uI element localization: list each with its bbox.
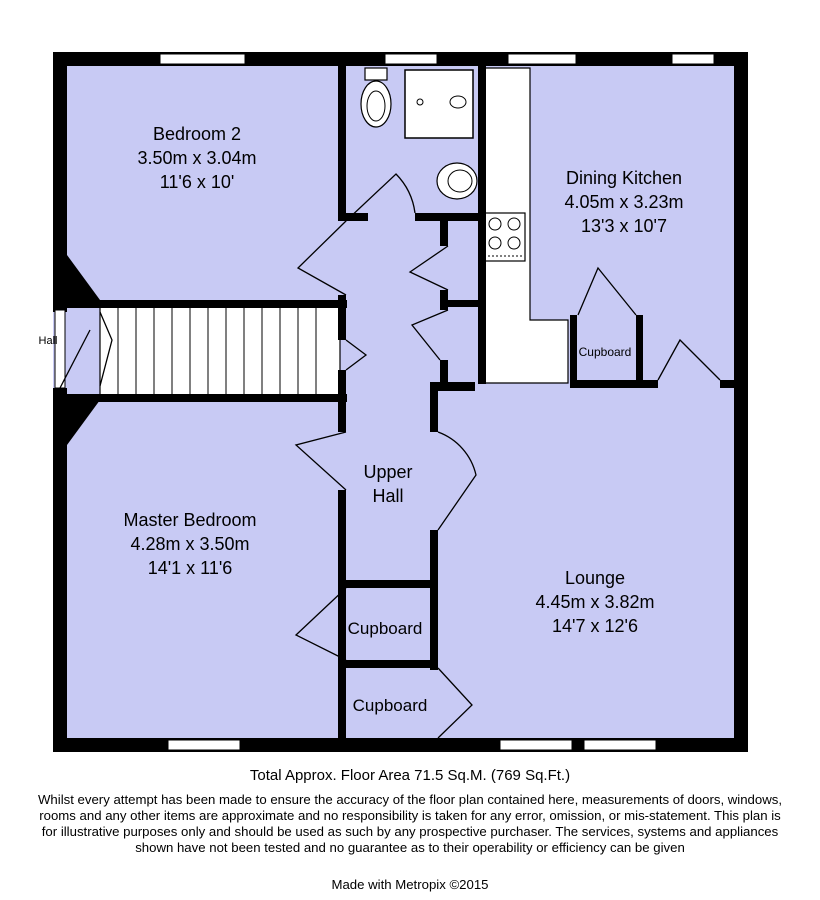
staircase: [100, 307, 340, 397]
disclaimer-text: Whilst every attempt has been made to ensure the accuracy of the floor plan contained here, measurements of doors, windows, rooms and any other items are approximate and no responsibility is taken for any error, omission, or mis-statement. This plan is for illustrative purposes only and should be used as such by any prospective purchaser. The services, systems and appliances shown have not been tested and no guarantee as to their operability or efficiency can be given: [37, 792, 783, 855]
bedroom2-imperial: 11'6 x 10': [159, 172, 235, 192]
cupboard-kitchen-label: Cupboard: [578, 345, 632, 359]
floor-area-summary: Total Approx. Floor Area 71.5 Sq.M. (769 Sq.Ft.): [249, 767, 571, 784]
kitchen-name: Dining Kitchen: [565, 168, 683, 188]
basin-icon: [437, 163, 477, 199]
upper-hall-line2: Hall: [372, 486, 404, 506]
cupboard-hall-1-label: Cupboard: [347, 619, 423, 638]
lounge-metric: 4.45m x 3.82m: [535, 592, 655, 612]
cupboard-hall-2-label: Cupboard: [352, 696, 428, 715]
hob-icon: [485, 213, 525, 261]
master-bedroom-metric: 4.28m x 3.50m: [130, 534, 250, 554]
bedroom2-name: Bedroom 2: [152, 124, 242, 144]
lounge-imperial: 14'7 x 12'6: [552, 616, 638, 636]
shower-tray: [405, 70, 473, 138]
credit-text: Made with Metropix ©2015: [331, 877, 489, 892]
toilet-icon: [361, 68, 391, 127]
master-bedroom-imperial: 14'1 x 11'6: [147, 558, 233, 578]
lounge-name: Lounge: [564, 568, 626, 588]
upper-hall-line1: Upper: [363, 462, 413, 482]
master-bedroom-name: Master Bedroom: [123, 510, 257, 530]
kitchen-metric: 4.05m x 3.23m: [564, 192, 684, 212]
kitchen-imperial: 13'3 x 10'7: [581, 216, 667, 236]
hall-label: Hall: [38, 335, 58, 347]
bedroom2-metric: 3.50m x 3.04m: [137, 148, 257, 168]
